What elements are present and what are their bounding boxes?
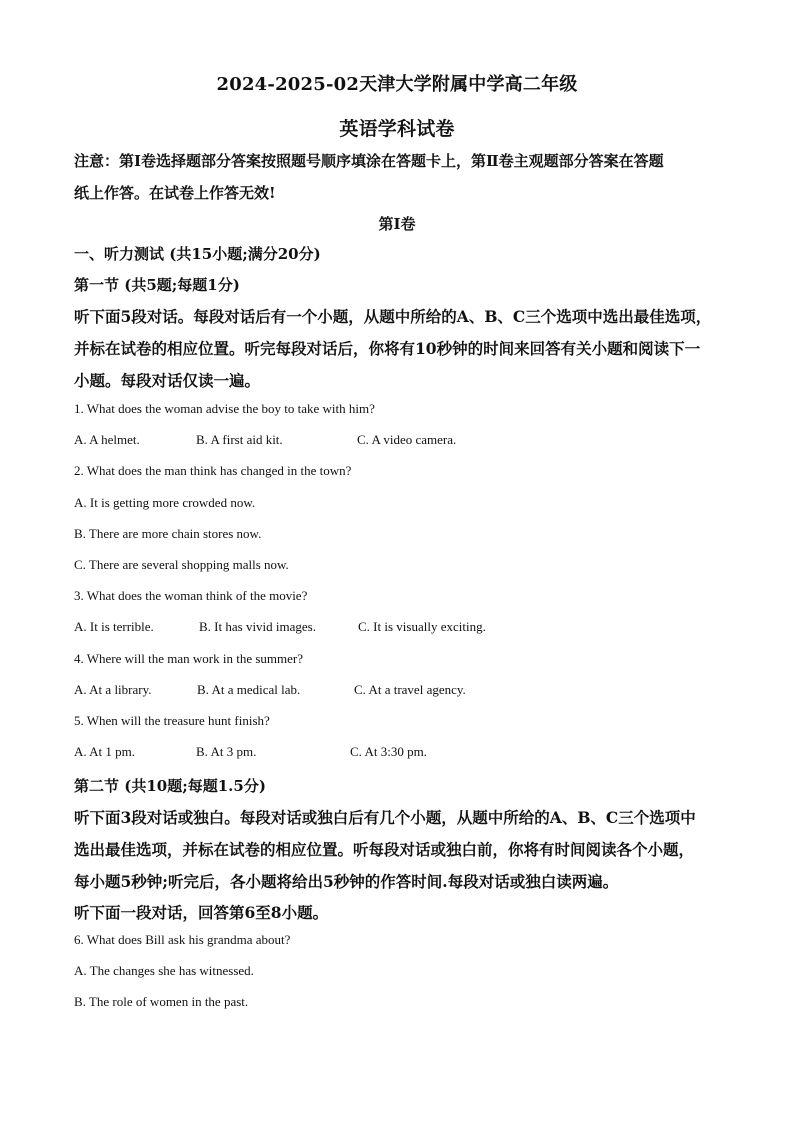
section1-instruction-line: 并标在试卷的相应位置。听完每段对话后，你将有10秒钟的时间来回答有关小题和阅读下一 — [74, 339, 701, 358]
question-option: C. A video camera. — [357, 432, 457, 447]
question-stem: 1. What does the woman advise the boy to take with him? — [74, 401, 375, 416]
exam-title: 2024-2025-02天津大学附属中学高二年级 — [216, 74, 578, 95]
question-option: B. A first aid kit. — [196, 432, 283, 447]
question-stem: 3. What does the woman think of the movie? — [74, 588, 308, 603]
notice-line-2: 纸上作答。在试卷上作答无效! — [74, 184, 276, 202]
question-option: A. At a library. — [74, 682, 152, 697]
question-option: A. It is terrible. — [74, 619, 154, 634]
question-option: A. The changes she has witnessed. — [74, 963, 254, 978]
question-option: C. It is visually exciting. — [358, 619, 486, 634]
question-option: C. At a travel agency. — [354, 682, 466, 697]
question-option: B. There are more chain stores now. — [74, 526, 262, 541]
notice-line-1: 注意：第Ⅰ卷选择题部分答案按照题号顺序填涂在答题卡上，第Ⅱ卷主观题部分答案在答题 — [74, 152, 664, 170]
question-option: B. The role of women in the past. — [74, 994, 249, 1009]
volume-title: 第Ⅰ卷 — [378, 215, 416, 233]
section2-instruction-line: 每小题5秒钟;听完后，各小题将给出5秒钟的作答时间.每段对话或独白读两遍。 — [74, 872, 619, 891]
section-heading-1: 第一节 (共5题;每题1分) — [74, 276, 240, 294]
question-option: C. There are several shopping malls now. — [74, 557, 289, 572]
question-option: B. It has vivid images. — [199, 619, 316, 634]
question-option: A. It is getting more crowded now. — [74, 495, 256, 510]
section-heading-2: 第二节 (共10题;每题1.5分) — [74, 777, 266, 795]
exam-subtitle: 英语学科试卷 — [339, 118, 455, 140]
question-option: B. At 3 pm. — [196, 744, 257, 759]
question-stem: 2. What does the man think has changed in the town? — [74, 463, 352, 478]
question-option: B. At a medical lab. — [197, 682, 301, 697]
section1-instruction-line: 小题。每段对话仅读一遍。 — [74, 371, 261, 390]
section1-instruction-line: 听下面5段对话。每段对话后有一个小题，从题中所给的A、B、C三个选项中选出最佳选项， — [74, 307, 712, 326]
group-intro: 听下面一段对话，回答第6至8小题。 — [74, 903, 329, 922]
question-option: C. At 3:30 pm. — [350, 744, 427, 759]
section2-instruction-line: 选出最佳选项，并标在试卷的相应位置。听每段对话或独白前，你将有时间阅读各个小题， — [74, 840, 695, 859]
part-heading-listening: 一、听力测试 (共15小题;满分20分) — [74, 245, 321, 263]
section2-instruction-line: 听下面3段对话或独白。每段对话或独白后有几个小题，从题中所给的A、B、C三个选项中 — [74, 808, 696, 827]
question-stem: 4. Where will the man work in the summer? — [74, 651, 304, 666]
question-option: A. At 1 pm. — [74, 744, 136, 759]
question-stem: 6. What does Bill ask his grandma about? — [74, 932, 291, 947]
question-stem: 5. When will the treasure hunt finish? — [74, 713, 270, 728]
question-option: A. A helmet. — [74, 432, 140, 447]
